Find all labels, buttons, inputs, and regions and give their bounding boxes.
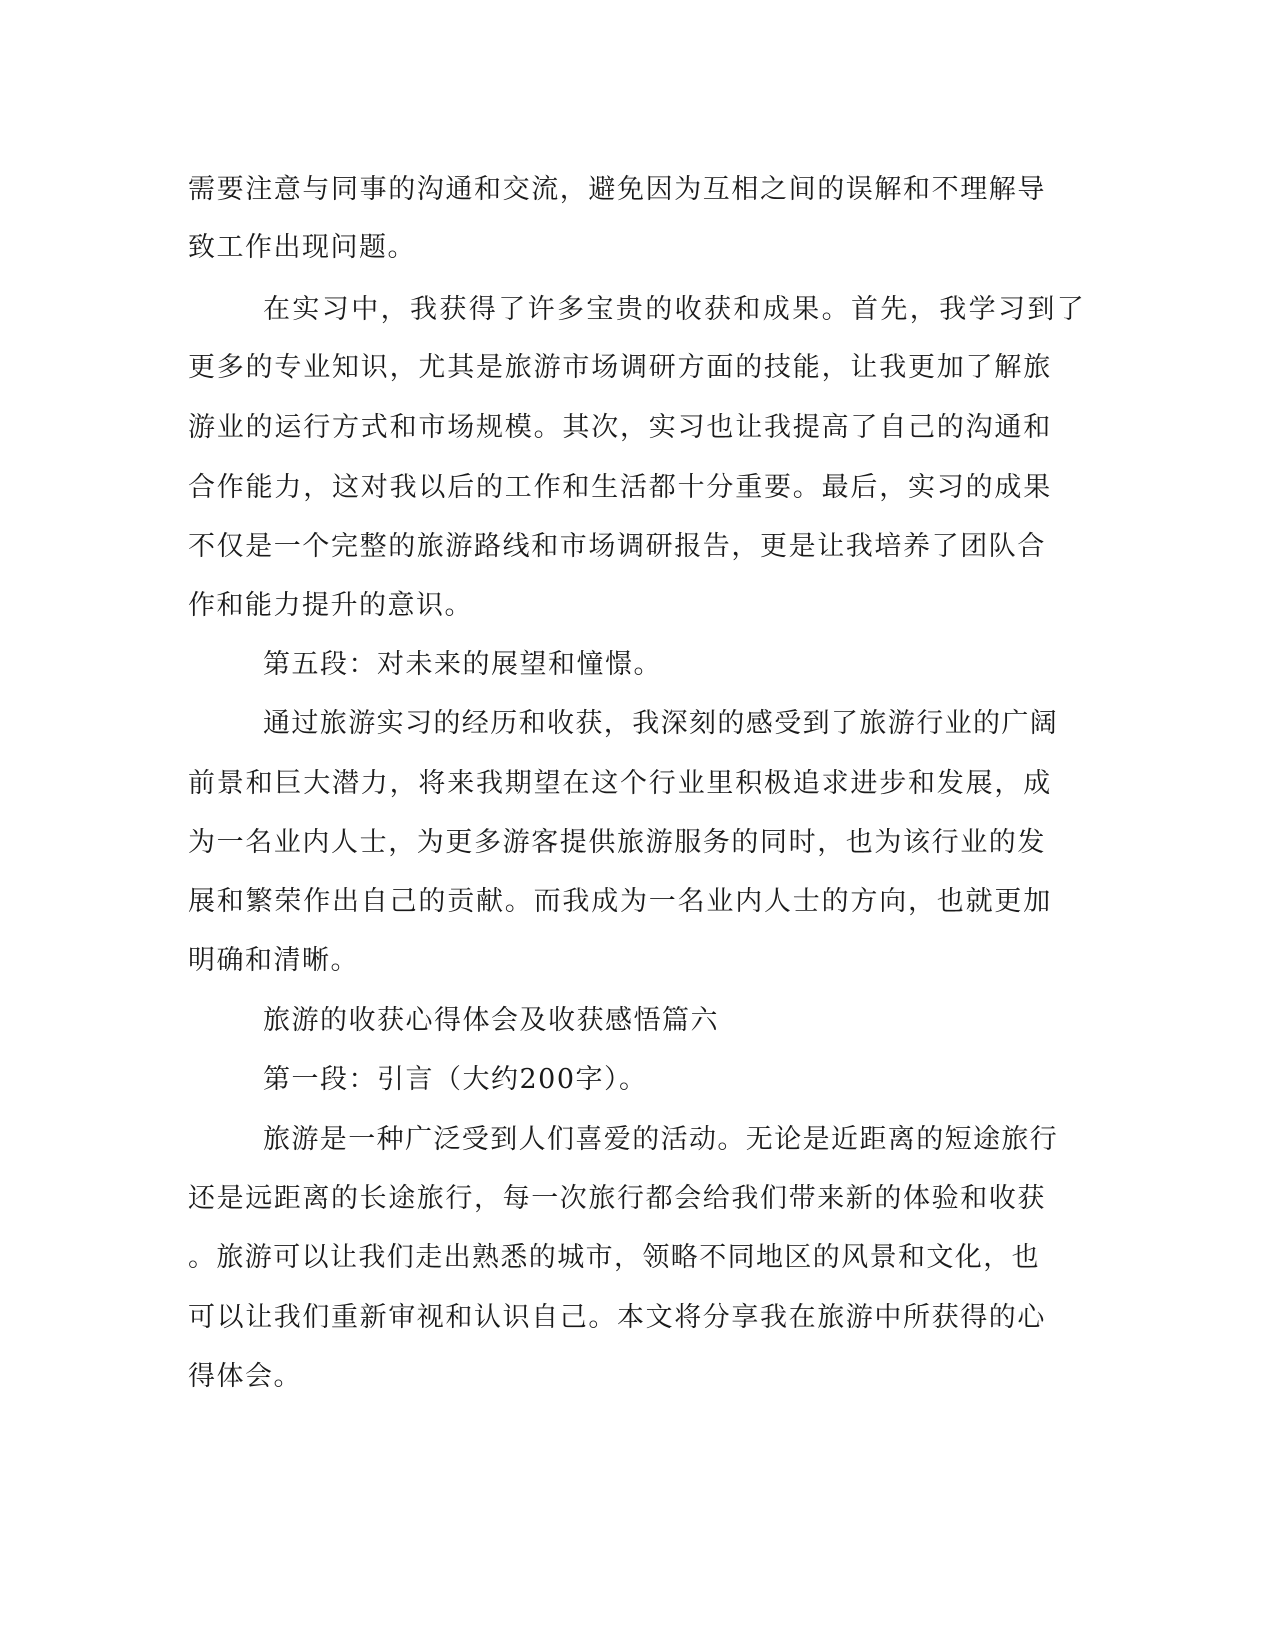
text-line: 合作能力，这对我以后的工作和生活都十分重要。最后，实习的成果	[188, 472, 1052, 503]
section-heading: 第一段：引言（大约200字）。	[263, 1064, 648, 1095]
text-line: 游业的运行方式和市场规模。其次，实习也让我提高了自己的沟通和	[188, 412, 1052, 443]
text-line: 明确和清晰。	[188, 945, 359, 976]
paragraph-start: 旅游是一种广泛受到人们喜爱的活动。无论是近距离的短途旅行	[263, 1124, 1059, 1155]
text-line: 还是远距离的长途旅行，每一次旅行都会给我们带来新的体验和收获	[188, 1183, 1046, 1214]
text-line: 为一名业内人士，为更多游客提供旅游服务的同时，也为该行业的发	[188, 827, 1046, 858]
section-heading: 第五段：对未来的展望和憧憬。	[263, 649, 662, 680]
paragraph-start: 通过旅游实习的经历和收获，我深刻的感受到了旅游行业的广阔	[263, 708, 1059, 739]
text-line: 前景和巨大潜力，将来我期望在这个行业里积极追求进步和发展，成	[188, 768, 1052, 799]
text-line: 展和繁荣作出自己的贡献。而我成为一名业内人士的方向，也就更加	[188, 886, 1052, 917]
text-line: 致工作出现问题。	[188, 232, 416, 263]
text-line: 不仅是一个完整的旅游路线和市场调研报告，更是让我培养了团队合	[188, 531, 1046, 562]
article-title: 旅游的收获心得体会及收获感悟篇六	[263, 1005, 719, 1036]
text-line: 得体会。	[188, 1361, 302, 1392]
text-line: 需要注意与同事的沟通和交流，避免因为互相之间的误解和不理解导	[188, 174, 1046, 205]
text-line: 。旅游可以让我们走出熟悉的城市，领略不同地区的风景和文化，也	[188, 1242, 1040, 1273]
text-line: 更多的专业知识，尤其是旅游市场调研方面的技能，让我更加了解旅	[188, 352, 1052, 383]
text-line: 可以让我们重新审视和认识自己。本文将分享我在旅游中所获得的心	[188, 1302, 1046, 1333]
text-line: 作和能力提升的意识。	[188, 590, 473, 621]
paragraph-start: 在实习中，我获得了许多宝贵的收获和成果。首先，我学习到了	[263, 294, 1087, 325]
